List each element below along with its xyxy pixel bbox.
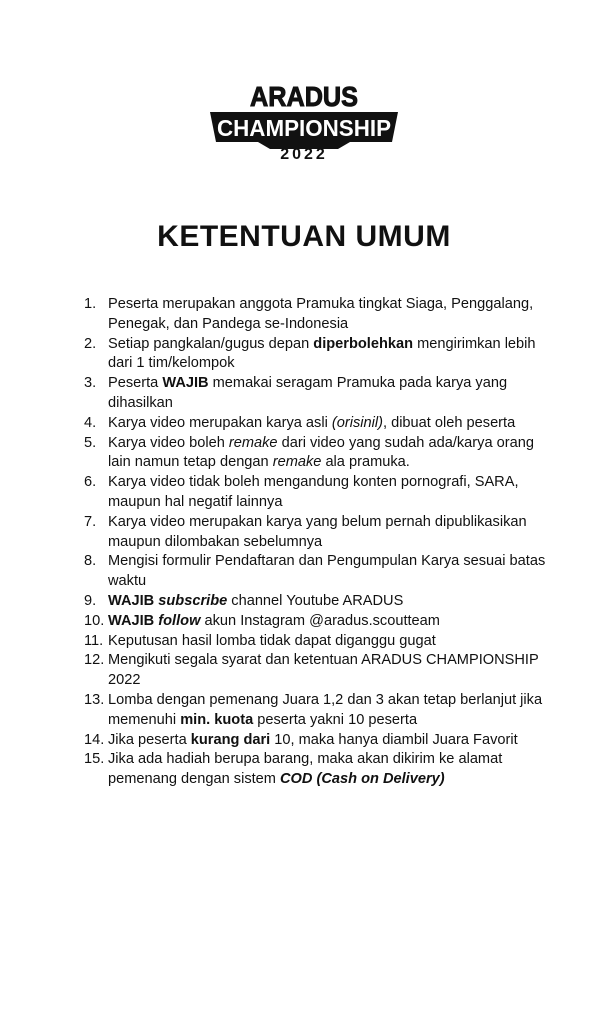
rule-item	[84, 731, 554, 751]
rule-number: 14.	[84, 731, 105, 748]
rule-text-segment: WAJIB	[108, 592, 155, 609]
rule-text	[108, 731, 554, 751]
rule-text-segment: Lomba dengan pemenang Juara 1,2 dan 3 akan tetap berlanjut jika memenuhi	[108, 691, 543, 728]
rule-text	[108, 552, 554, 592]
rule-text-segment: Setiap pangkalan/gugus depan	[108, 335, 314, 352]
rule-text-segment: peserta yakni 10 peserta	[253, 711, 418, 728]
rule-number: 2.	[84, 335, 97, 352]
rule-item	[84, 651, 554, 691]
rule-text-segment: follow	[158, 612, 201, 629]
rule-text-segment: Karya video merupakan karya asli	[108, 414, 332, 431]
rule-item	[84, 750, 554, 790]
rule-text-segment: WAJIB	[162, 375, 209, 392]
rule-text-segment: channel Youtube ARADUS	[227, 592, 404, 609]
rule-text-segment: Jika peserta	[108, 731, 191, 748]
rule-number: 13.	[84, 691, 105, 708]
rule-text	[108, 592, 554, 612]
rule-text-segment: WAJIB	[108, 612, 155, 629]
rule-text-segment: memakai seragam Pramuka pada karya yang dihasilkan	[108, 375, 508, 411]
rule-number: 6.	[84, 474, 97, 491]
logo-graphic	[204, 80, 404, 160]
rule-item	[84, 434, 554, 474]
rule-text-segment: dari video yang sudah ada/karya orang lain namun tetap dengan	[108, 434, 534, 471]
aradus-championship-logo	[204, 80, 404, 160]
rule-text-segment: 10, maka hanya diambil Juara Favorit	[270, 731, 518, 748]
page-title: KETENTUAN UMUM	[157, 220, 451, 253]
rule-text	[108, 335, 554, 375]
rule-text-segment: Karya video boleh	[108, 434, 229, 451]
rule-number: 1.	[84, 296, 97, 312]
logo-year: 2022	[280, 146, 328, 160]
rule-item	[84, 374, 554, 414]
rule-text	[108, 612, 554, 632]
rule-item	[84, 295, 554, 335]
rule-number: 12.	[84, 652, 105, 669]
rule-text-segment: Jika ada hadiah berupa barang, maka akan dikirim ke alamat pemenang dengan sistem	[108, 751, 503, 788]
rule-text	[108, 632, 554, 652]
rule-text-segment: diperbolehkan	[313, 335, 414, 352]
rule-text-segment: COD (Cash on Delivery)	[280, 771, 445, 788]
rule-text	[108, 374, 554, 414]
rule-text-segment: Karya video tidak boleh mengandung konten pornografi, SARA, maupun hal negatif lainnya	[108, 474, 519, 510]
rule-text-segment: Peserta merupakan anggota Pramuka tingkat Siaga, Penggalang, Penegak, dan Pandega se-Indonesia	[108, 296, 534, 332]
rule-text-segment: Keputusan hasil lomba tidak dapat diganggu gugat	[108, 632, 436, 649]
rule-number: 8.	[84, 553, 97, 570]
rule-text-segment: remake	[228, 434, 278, 451]
rule-text	[108, 513, 554, 553]
rule-number: 11.	[84, 632, 104, 649]
rule-item	[84, 414, 554, 434]
rule-text-segment: remake	[272, 454, 322, 471]
rule-item	[84, 513, 554, 553]
rule-text	[108, 295, 554, 335]
rule-number: 15.	[84, 751, 105, 768]
rule-text-segment: min. kuota	[180, 711, 254, 728]
rule-text	[108, 691, 554, 731]
logo-line2: CHAMPIONSHIP	[217, 115, 391, 141]
rule-text-segment: ala pramuka.	[321, 454, 410, 471]
rule-item	[84, 612, 554, 632]
rule-text	[108, 473, 554, 513]
rule-text-segment: kurang dari	[190, 731, 271, 748]
rule-text	[108, 651, 554, 691]
logo-line1: ARADUS	[250, 81, 358, 112]
rule-number: 7.	[84, 513, 97, 530]
rule-item	[84, 691, 554, 731]
rule-text-segment: Karya video merupakan karya yang belum pernah dipublikasikan maupun dilombakan sebelumnya	[108, 513, 527, 550]
rule-text-segment: Mengikuti segala syarat dan ketentuan ARADUS CHAMPIONSHIP 2022	[108, 652, 539, 689]
rule-text-segment: mengirimkan lebih dari 1 tim/kelompok	[108, 335, 536, 372]
rule-number: 5.	[84, 434, 97, 451]
rule-item	[84, 335, 554, 375]
rule-number: 10.	[84, 612, 105, 629]
rule-text-segment: Mengisi formulir Pendaftaran dan Pengumpulan Karya sesuai batas waktu	[108, 553, 546, 590]
rule-item	[84, 592, 554, 612]
rule-item	[84, 552, 554, 592]
rule-item	[84, 632, 554, 652]
rule-text-segment: subscribe	[158, 592, 228, 609]
rule-text-segment: akun Instagram @aradus.scoutteam	[200, 612, 440, 629]
rule-number: 4.	[84, 414, 97, 431]
rule-text	[108, 434, 554, 474]
rule-text-segment: Peserta	[108, 375, 163, 392]
rule-text-segment: , dibuat oleh peserta	[382, 414, 516, 431]
rule-number: 3.	[84, 375, 97, 392]
rule-item	[84, 473, 554, 513]
rule-text-segment: (orisinil)	[331, 414, 383, 431]
rule-number: 9.	[84, 592, 97, 609]
rules-list	[84, 295, 554, 790]
rule-text	[108, 414, 554, 434]
rule-text	[108, 750, 554, 790]
